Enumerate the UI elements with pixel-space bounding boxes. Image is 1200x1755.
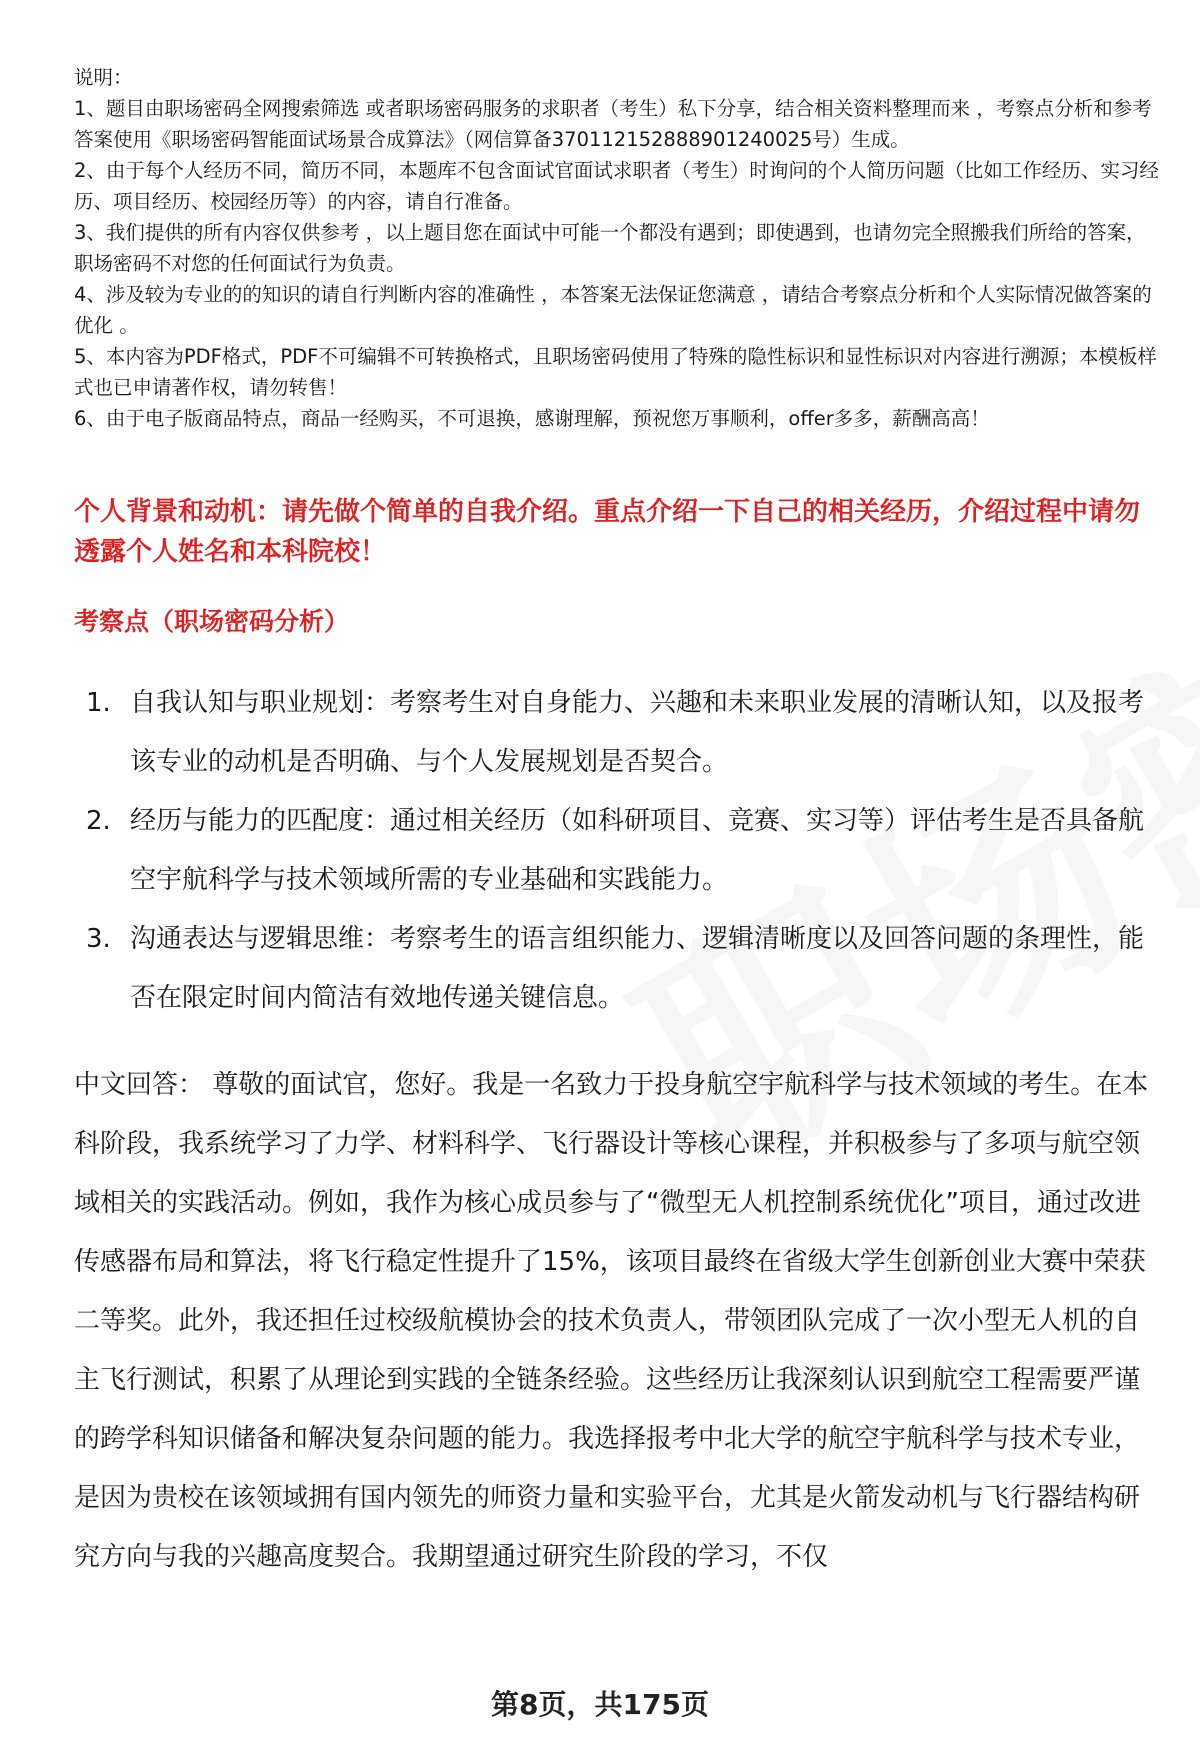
page-footer: 第8页，共175页 (491, 1688, 709, 1721)
point-text: 沟通表达与逻辑思维：考察考生的语言组织能力、逻辑清晰度以及回答问题的条理性，能否在限定时间内简洁有效地传递关键信息。 (130, 924, 1145, 1013)
note-item-6: 6、由于电子版商品特点，商品一经购买，不可退换，感谢理解，预祝您万事顺利，offer多多，薪酬高高！ (74, 407, 990, 430)
answer-text: 尊敬的面试官，您好。我是一名致力于投身航空宇航科学与技术领域的考生。在本科阶段，我系统学习了力学、材料科学、飞行器设计等核心课程，并积极参与了多项与航空领域相关的实践活动。例如，我作为核心成员参与了“微型无人机控制系统优化”项目，通过改进传感器布局和算法，将飞行稳定性提升了15%，该项目最终在省级大学生创新创业大赛中荣获二等奖。此外，我还担任过校级航模协会的技术负责人，带领团队完成了一次小型无人机的自主飞行测试，积累了从理论到实践的全链条经验。这些经历让我深刻认识到航空工程需要严谨的跨学科知识储备和解决复杂问题的能力。我选择报考中北大学的航空宇航科学与技术专业，是因为贵校在该领域拥有国内领先的师资力量和实验平台，尤其是火箭发动机与飞行器结构研究方向与我的兴趣高度契合。我期望通过研究生阶段的学习，不仅 (74, 1070, 1149, 1572)
question-heading: 个人背景和动机：请先做个简单的自我介绍。重点介绍一下自己的相关经历，介绍过程中请勿透露个人姓名和本科院校！ (74, 497, 1141, 567)
analysis-title: 考察点（职场密码分析） (74, 607, 350, 636)
analysis-point (74, 792, 1164, 910)
answer-paragraph (74, 1056, 1162, 1587)
point-text: 自我认知与职业规划：考察考生对自身能力、兴趣和未来职业发展的清晰认知，以及报考该专业的动机是否明确、与个人发展规划是否契合。 (130, 688, 1145, 777)
point-number: 1. (86, 688, 111, 718)
point-number: 3. (86, 924, 111, 954)
analysis-points (74, 674, 1164, 1028)
answer-label: 中文回答： (74, 1070, 205, 1100)
notes-title: 说明： (74, 66, 133, 89)
analysis-point (74, 910, 1164, 1028)
notes-section (74, 62, 1164, 434)
analysis-point (74, 674, 1164, 792)
note-item-4: 4、涉及较为专业的的知识的请自行判断内容的准确性 ，本答案无法保证您满意 ，请结合考察点分析和个人实际情况做答案的优化 。 (74, 283, 1152, 337)
note-item-2: 2、由于每个人经历不同，简历不同，本题库不包含面试官面试求职者（考生）时询问的个人简历问题（比如工作经历、实习经历、项目经历、校园经历等）的内容，请自行准备。 (74, 159, 1159, 213)
note-item-3: 3、我们提供的所有内容仅供参考 ，以上题目您在面试中可能一个都没有遇到；即使遇到，也请勿完全照搬我们所给的答案，职场密码不对您的任何面试行为负责。 (74, 221, 1146, 275)
note-item-5: 5、本内容为PDF格式，PDF不可编辑不可转换格式，且职场密码使用了特殊的隐性标识和显性标识对内容进行溯源；本模板样式也已申请著作权，请勿转售！ (74, 345, 1157, 399)
note-item-1: 1、题目由职场密码全网搜索筛选 或者职场密码服务的求职者（考生）私下分享，结合相关资料整理而来 ，考察点分析和参考答案使用《职场密码智能面试场景合成算法》（网信算备370112152888901240025号）生成。 (74, 97, 1152, 151)
point-number: 2. (86, 806, 111, 836)
point-text: 经历与能力的匹配度：通过相关经历（如科研项目、竞赛、实习等）评估考生是否具备航空宇航科学与技术领域所需的专业基础和实践能力。 (130, 806, 1145, 895)
